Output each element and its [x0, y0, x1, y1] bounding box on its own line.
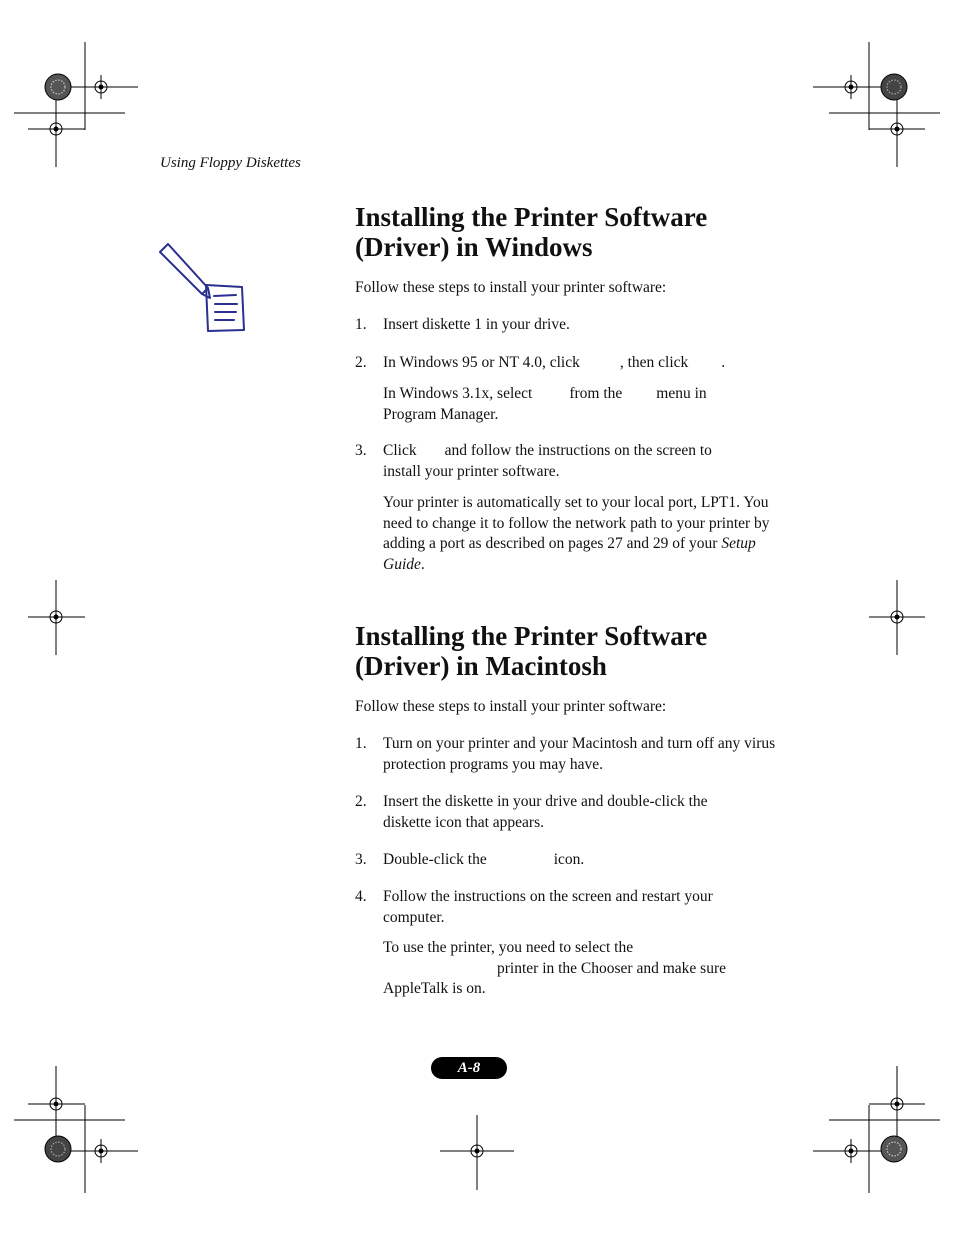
page-number: A-8	[431, 1057, 507, 1079]
windows-step-3-note: Your printer is automatically set to your local port, LPT1. You need to change it to follow the network path to your printer by adding a port as described on pages 27 and 29 of your Setup Guide.	[383, 494, 770, 573]
section-title-windows: Installing the Printer Software (Driver) in Windows	[355, 202, 708, 262]
windows-step-2: 2. In Windows 95 or NT 4.0, click , then click .	[355, 354, 726, 371]
windows-step-1: 1. Insert diskette 1 in your drive.	[355, 316, 570, 333]
mac-step-3: 3. Double-click the icon.	[355, 851, 585, 868]
mac-intro: Follow these steps to install your printer software:	[355, 698, 667, 715]
mac-step-2: 2. Insert the diskette in your drive and double-click the diskette icon that appears.	[355, 793, 708, 831]
section-title-macintosh: Installing the Printer Software (Driver) in Macintosh	[355, 621, 708, 681]
mac-step-4: 4. Follow the instructions on the screen and restart your computer.	[355, 888, 713, 926]
windows-intro: Follow these steps to install your printer software:	[355, 279, 667, 296]
mac-step-4-note: To use the printer, you need to select the printer in the Chooser and make sure AppleTalk is on.	[383, 939, 726, 997]
note-pencil-icon	[158, 240, 258, 340]
windows-step-2-note: In Windows 3.1x, select from the menu in Program Manager.	[383, 385, 707, 423]
running-head: Using Floppy Diskettes	[160, 155, 301, 171]
windows-step-3: 3. Click and follow the instructions on the screen to install your printer software.	[355, 442, 712, 480]
mac-step-1: 1. Turn on your printer and your Macintosh and turn off any virus protection programs you may have.	[355, 735, 776, 773]
